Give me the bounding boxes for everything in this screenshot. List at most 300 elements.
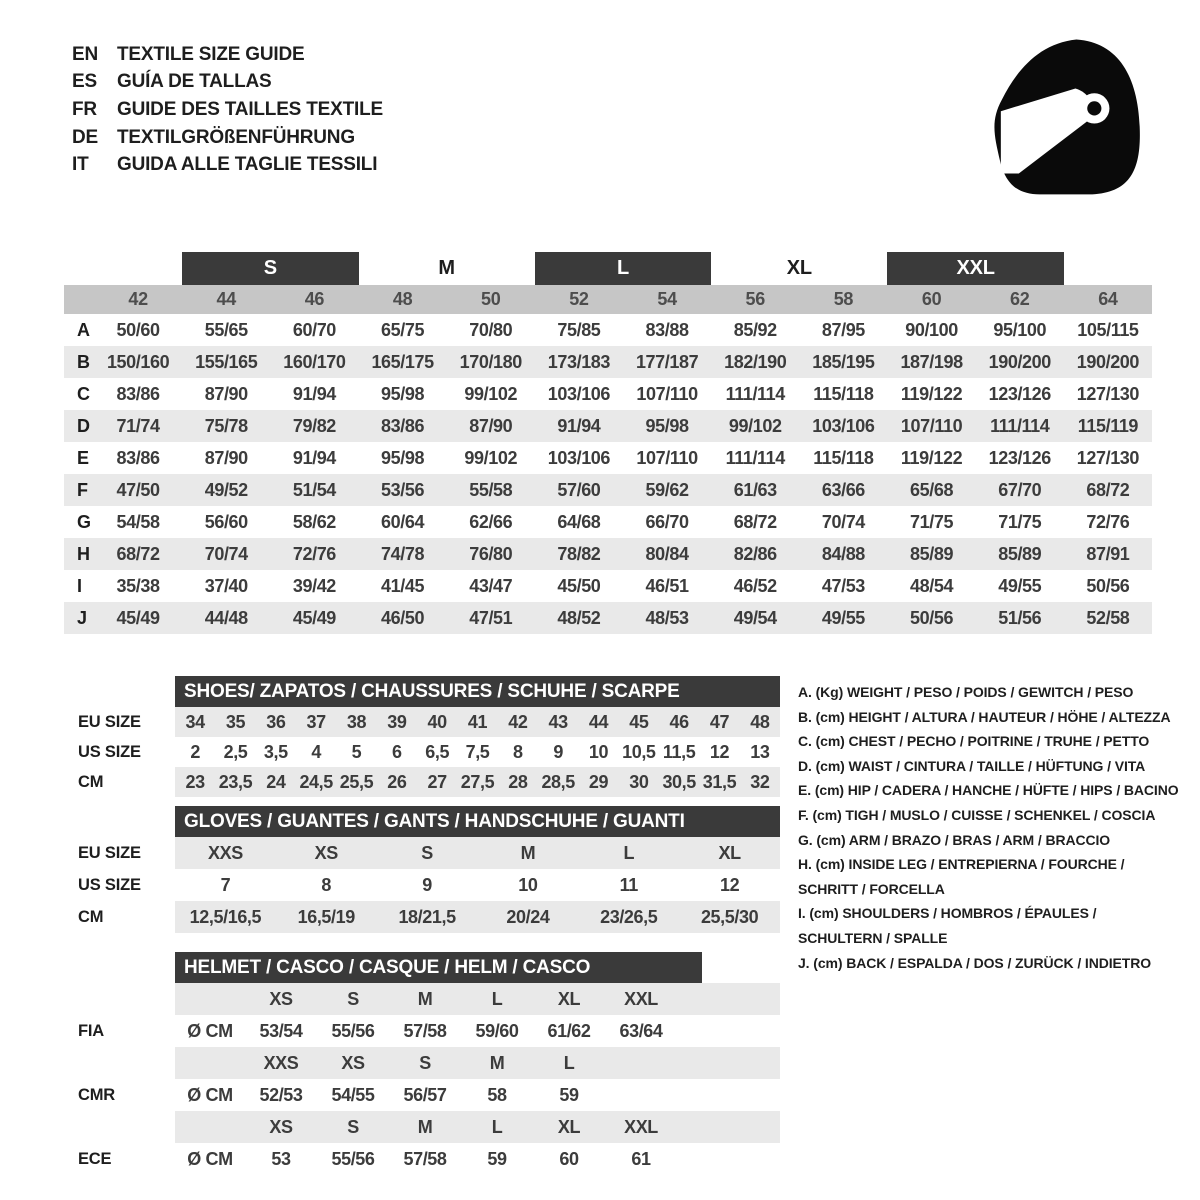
- size-group-m: M: [438, 257, 455, 279]
- size-label: L: [491, 988, 503, 1009]
- size-value: 46/52: [733, 575, 777, 596]
- size-value: 30,5: [662, 771, 696, 792]
- helmet-values: [175, 1111, 780, 1143]
- language-row: [72, 41, 383, 69]
- language-row: [72, 69, 383, 97]
- size-value: 28: [508, 771, 528, 792]
- row-label: CM: [78, 907, 104, 926]
- size-value: 39/42: [292, 575, 336, 596]
- size-value: 74/78: [381, 543, 425, 564]
- size-value: 9: [553, 741, 563, 762]
- size-group-xl: XL: [786, 257, 812, 279]
- size-label: M: [417, 988, 433, 1009]
- gloves-values: [175, 901, 780, 933]
- size-value: 177/187: [635, 351, 699, 372]
- size-value: 105/115: [1077, 319, 1139, 340]
- size-value: 99/102: [464, 447, 518, 468]
- size-value: 7,5: [465, 741, 490, 762]
- row-letter: E: [77, 447, 89, 468]
- shoes-values: [175, 737, 780, 767]
- shoes-section-header: SHOES/ ZAPATOS / CHAUSSURES / SCHUHE / SCARPE: [175, 676, 780, 707]
- legend-item: C. (cm) CHEST / PECHO / POITRINE / TRUHE / PETTO: [798, 733, 1150, 750]
- size-value: 41: [467, 711, 488, 732]
- size-value: 115/118: [813, 447, 874, 468]
- size-column-62: 62: [1010, 289, 1030, 309]
- shoes-row: [64, 767, 780, 797]
- racing-helmet-icon: [978, 30, 1154, 200]
- language-code: DE: [72, 126, 98, 148]
- size-value: 87/91: [1086, 543, 1130, 564]
- size-value: 68/72: [733, 511, 777, 532]
- size-value: 107/110: [636, 383, 698, 404]
- helmet-standard-row-fia: [64, 1015, 780, 1047]
- size-value: 173/183: [547, 351, 611, 372]
- guide-title: TEXTILGRÖßENFÜHRUNG: [117, 126, 355, 148]
- size-label: S: [347, 988, 359, 1009]
- size-value: 85/89: [910, 543, 954, 564]
- size-value: 70/74: [204, 543, 248, 564]
- size-value: 51/56: [998, 607, 1042, 628]
- size-value: 13: [750, 741, 770, 762]
- row-letter: J: [77, 607, 87, 628]
- size-value: 50/56: [1086, 575, 1130, 596]
- measurement-row-j: [64, 602, 1152, 634]
- size-value: 71/75: [910, 511, 954, 532]
- size-value: 46/50: [381, 607, 425, 628]
- size-value: 155/165: [195, 351, 258, 372]
- size-value: 49/55: [998, 575, 1042, 596]
- gloves-row: [64, 869, 780, 901]
- size-value: 58: [487, 1084, 507, 1105]
- row-letter: F: [77, 479, 88, 500]
- language-title-list: [72, 41, 383, 179]
- size-value: 103/106: [547, 383, 611, 404]
- size-value: 60: [559, 1148, 579, 1169]
- size-value: 8: [321, 874, 332, 895]
- measurement-row-e: [64, 442, 1152, 474]
- size-value: 165/175: [371, 351, 434, 372]
- row-letter: I: [77, 575, 82, 596]
- size-column-54: 54: [657, 289, 677, 309]
- size-value: 42: [508, 711, 528, 732]
- size-value: 150/160: [106, 351, 170, 372]
- size-value: 119/122: [900, 383, 963, 404]
- size-value: 47/50: [116, 479, 160, 500]
- size-value: 57/58: [403, 1020, 447, 1041]
- shoes-values: [175, 767, 780, 797]
- guide-title: GUÍA DE TALLAS: [117, 71, 272, 93]
- measurement-row-h: [64, 538, 1152, 570]
- size-value: S: [421, 842, 433, 863]
- size-value: 49/54: [733, 607, 777, 628]
- size-value: 26: [387, 771, 407, 792]
- size-value: 78/82: [557, 543, 601, 564]
- size-value: 27,5: [460, 771, 495, 792]
- helmet-sizes-row: [64, 983, 780, 1015]
- size-value: 87/90: [204, 383, 248, 404]
- size-value: 8: [513, 741, 523, 762]
- size-value: 6: [392, 741, 402, 762]
- measurement-row-b: [64, 346, 1152, 378]
- shoes-size-table: [64, 676, 780, 797]
- row-label: US SIZE: [78, 742, 141, 761]
- gloves-values: [175, 837, 780, 869]
- size-value: 11: [619, 874, 638, 895]
- row-letter: H: [77, 543, 90, 564]
- legend-item: G. (cm) ARM / BRAZO / BRAS / ARM / BRACCIO: [798, 831, 1111, 848]
- guide-title: TEXTILE SIZE GUIDE: [117, 43, 305, 65]
- size-value: 62/66: [469, 511, 513, 532]
- size-value: 38: [346, 711, 367, 732]
- size-group-xxl: XXL: [887, 252, 1063, 285]
- size-value: 83/86: [116, 383, 160, 404]
- size-value: 70/80: [469, 319, 513, 340]
- size-value: 23: [185, 771, 205, 792]
- size-value: 35/38: [116, 575, 160, 596]
- size-value: 53: [271, 1148, 291, 1169]
- size-value: M: [520, 842, 536, 863]
- size-label: S: [419, 1052, 431, 1073]
- standard-label: ECE: [78, 1149, 112, 1168]
- size-value: 107/110: [636, 447, 698, 468]
- row-letter: A: [77, 319, 90, 340]
- measurement-row-d: [64, 410, 1152, 442]
- language-code: IT: [72, 154, 89, 176]
- size-value: 187/198: [900, 351, 963, 372]
- size-value: 12,5/16,5: [189, 906, 262, 927]
- legend-item: A. (Kg) WEIGHT / PESO / POIDS / GEWITCH / PESO: [798, 684, 1134, 700]
- size-label: M: [417, 1116, 433, 1137]
- size-value: 48/52: [557, 607, 601, 628]
- size-value: 36: [266, 711, 286, 732]
- size-value: L: [623, 842, 635, 863]
- size-value: 67/70: [998, 479, 1042, 500]
- size-value: 160/170: [283, 351, 346, 372]
- size-label: XS: [269, 1116, 293, 1137]
- helmet-sizes-row: [64, 1047, 780, 1079]
- size-column-50: 50: [481, 289, 501, 309]
- legend-item: J. (cm) BACK / ESPALDA / DOS / ZURÜCK / INDIETRO: [798, 954, 1152, 971]
- size-value: 127/130: [1076, 447, 1140, 468]
- size-value: 43: [548, 711, 568, 732]
- size-value: 107/110: [900, 415, 963, 436]
- size-value: 68/72: [1086, 479, 1130, 500]
- size-value: 55/56: [331, 1148, 375, 1169]
- size-label: XL: [557, 1116, 581, 1137]
- size-group-l: L: [535, 252, 711, 285]
- legend-item: B. (cm) HEIGHT / ALTURA / HAUTEUR / HÖHE / ALTEZZA: [798, 708, 1171, 725]
- size-value: 59/62: [645, 479, 689, 500]
- size-value: 48: [750, 711, 770, 732]
- size-value: 31,5: [702, 771, 737, 792]
- size-column-44: 44: [216, 289, 236, 309]
- measurement-legend: [798, 680, 1198, 975]
- size-value: 28,5: [541, 771, 575, 792]
- size-value: 111/114: [725, 447, 785, 468]
- helmet-size-table: [64, 952, 780, 1175]
- size-value: 83/86: [381, 415, 425, 436]
- size-number-row: [64, 285, 1152, 314]
- size-value: 27: [427, 771, 447, 792]
- size-value: 39: [387, 711, 407, 732]
- size-value: 127/130: [1076, 383, 1140, 404]
- size-value: 99/102: [728, 415, 782, 436]
- size-value: 30: [629, 771, 649, 792]
- row-label: US SIZE: [78, 875, 141, 894]
- size-value: 95/98: [645, 415, 689, 436]
- size-label: XXL: [624, 1116, 658, 1137]
- size-value: 51/54: [292, 479, 336, 500]
- guide-title: GUIDA ALLE TAGLIE TESSILI: [117, 154, 378, 176]
- size-label: XXS: [263, 1052, 299, 1073]
- size-value: 32: [750, 771, 770, 792]
- helmet-section-header: HELMET / CASCO / CASQUE / HELM / CASCO: [175, 952, 702, 983]
- gloves-values: [175, 869, 780, 901]
- size-value: 60/64: [381, 511, 425, 532]
- size-value: 55/65: [204, 319, 248, 340]
- size-value: 119/122: [900, 447, 963, 468]
- size-value: 53/54: [259, 1020, 303, 1041]
- size-value: 75/85: [557, 319, 601, 340]
- size-value: 10,5: [622, 741, 656, 762]
- measurement-row-a: [64, 314, 1152, 346]
- size-value: 111/114: [725, 383, 785, 404]
- size-value: 91/94: [292, 383, 336, 404]
- size-value: 63/64: [619, 1020, 663, 1041]
- size-value: 170/180: [459, 351, 522, 372]
- size-value: 12: [719, 874, 740, 895]
- language-row: [72, 151, 383, 179]
- gloves-size-table: [64, 806, 780, 933]
- size-value: 83/86: [116, 447, 160, 468]
- measurement-row-i: [64, 570, 1152, 602]
- legend-item: F. (cm) TIGH / MUSLO / CUISSE / SCHENKEL / COSCIA: [798, 806, 1156, 823]
- legend-item: I. (cm) SHOULDERS / HOMBROS / ÉPAULES /: [798, 905, 1097, 922]
- size-value: 23,5: [218, 771, 253, 792]
- size-label: XS: [269, 988, 293, 1009]
- size-value: 3,5: [263, 741, 288, 762]
- size-group-s: S: [182, 252, 358, 285]
- size-value: 44: [588, 711, 609, 732]
- size-value: 59: [487, 1148, 507, 1169]
- size-value: 40: [427, 711, 447, 732]
- diameter-unit: Ø CM: [187, 1084, 233, 1105]
- size-value: 75/78: [204, 415, 248, 436]
- size-value: 10: [588, 741, 609, 762]
- size-label: L: [563, 1052, 575, 1073]
- size-value: 71/75: [998, 511, 1042, 532]
- size-value: 46/51: [645, 575, 689, 596]
- size-value: XL: [718, 842, 741, 863]
- measurement-row-g: [64, 506, 1152, 538]
- size-column-60: 60: [921, 289, 942, 309]
- size-value: 2,5: [223, 741, 248, 762]
- size-value: 10: [518, 874, 538, 895]
- size-value: 65/75: [381, 319, 425, 340]
- row-label: EU SIZE: [78, 712, 141, 731]
- size-value: 57/60: [557, 479, 601, 500]
- legend-item-continued: SCHULTERN / SPALLE: [798, 929, 948, 946]
- size-value: 45/49: [292, 607, 336, 628]
- size-value: 84/88: [821, 543, 865, 564]
- row-letter: D: [77, 415, 90, 436]
- legend-item-continued: SCHRITT / FORCELLA: [798, 880, 945, 897]
- helmet-values: [175, 1015, 780, 1047]
- size-value: XS: [314, 842, 338, 863]
- measurement-row-f: [64, 474, 1152, 506]
- size-value: 52/53: [259, 1084, 303, 1105]
- guide-title: GUIDE DES TAILLES TEXTILE: [117, 98, 383, 120]
- size-value: 16,5/19: [297, 906, 355, 927]
- size-value: 35: [225, 711, 246, 732]
- shoes-row: [64, 707, 780, 737]
- size-value: 185/195: [812, 351, 875, 372]
- size-value: 53/56: [381, 479, 425, 500]
- size-value: 6,5: [425, 741, 450, 762]
- legend-item: H. (cm) INSIDE LEG / ENTREPIERNA / FOURCHE /: [798, 856, 1125, 873]
- size-value: 87/95: [821, 319, 865, 340]
- size-value: 54/58: [116, 511, 160, 532]
- size-value: 64/68: [557, 511, 601, 532]
- size-value: 123/126: [988, 383, 1051, 404]
- size-value: 90/100: [905, 319, 958, 340]
- size-value: 56/57: [403, 1084, 447, 1105]
- size-value: 56/60: [204, 511, 248, 532]
- size-label: S: [347, 1116, 359, 1137]
- size-value: 41/45: [381, 575, 425, 596]
- size-label: XL: [557, 988, 581, 1009]
- row-label: CM: [78, 772, 104, 791]
- size-value: 95/98: [381, 383, 425, 404]
- size-value: 25,5: [339, 771, 374, 792]
- size-value: 48/53: [645, 607, 689, 628]
- size-value: 60/70: [292, 319, 336, 340]
- size-value: 37/40: [204, 575, 248, 596]
- size-label: L: [491, 1116, 503, 1137]
- language-code: FR: [72, 98, 97, 120]
- size-value: 91/94: [292, 447, 336, 468]
- size-value: 50/56: [910, 607, 954, 628]
- size-value: 2: [190, 741, 200, 762]
- language-row: [72, 124, 383, 152]
- size-value: 65/68: [910, 479, 954, 500]
- size-value: 85/92: [733, 319, 777, 340]
- helmet-standard-row-cmr: [64, 1079, 780, 1111]
- size-value: 63/66: [821, 479, 865, 500]
- measurement-row-c: [64, 378, 1152, 410]
- size-value: 99/102: [464, 383, 518, 404]
- size-value: 55/56: [331, 1020, 375, 1041]
- row-letter: C: [77, 383, 90, 404]
- size-value: 23/26,5: [600, 906, 658, 927]
- size-value: 70/74: [821, 511, 865, 532]
- size-value: 47/51: [469, 607, 513, 628]
- size-value: 43/47: [469, 575, 513, 596]
- size-value: 18/21,5: [398, 906, 456, 927]
- shoes-values: [175, 707, 780, 737]
- size-value: 34: [185, 711, 205, 732]
- size-value: 9: [422, 874, 432, 895]
- size-column-56: 56: [745, 289, 765, 309]
- diameter-unit: Ø CM: [187, 1148, 233, 1169]
- size-value: 57/58: [403, 1148, 447, 1169]
- size-value: 72/76: [292, 543, 336, 564]
- size-value: 25,5/30: [700, 906, 759, 927]
- row-letter: G: [77, 511, 91, 532]
- size-value: 80/84: [645, 543, 689, 564]
- gloves-row: [64, 837, 780, 869]
- size-value: 49/52: [204, 479, 248, 500]
- size-value: 83/88: [645, 319, 689, 340]
- size-value: 45: [629, 711, 649, 732]
- size-value: 111/114: [990, 415, 1050, 436]
- helmet-standard-row-ece: [64, 1143, 780, 1175]
- size-value: 45/49: [116, 607, 160, 628]
- size-value: 48/54: [910, 575, 954, 596]
- size-value: 87/90: [204, 447, 248, 468]
- shoes-row: [64, 737, 780, 767]
- size-value: 11,5: [662, 741, 696, 762]
- size-column-58: 58: [833, 289, 854, 309]
- size-value: 76/80: [469, 543, 513, 564]
- helmet-values: [175, 1143, 780, 1175]
- size-column-46: 46: [304, 289, 325, 309]
- size-value: 29: [588, 771, 609, 792]
- language-code: EN: [72, 43, 98, 65]
- gloves-row: [64, 901, 780, 933]
- size-value: 115/118: [813, 383, 874, 404]
- row-label: EU SIZE: [78, 843, 141, 862]
- size-value: 24: [266, 771, 286, 792]
- size-label: XS: [341, 1052, 365, 1073]
- size-label: XXL: [624, 988, 658, 1009]
- size-value: 44/48: [204, 607, 248, 628]
- size-value: 61/63: [733, 479, 777, 500]
- size-value: 7: [220, 874, 231, 895]
- measurement-rows: [64, 314, 1152, 634]
- standard-label: FIA: [78, 1021, 104, 1040]
- size-value: 12: [709, 741, 730, 762]
- size-value: 72/76: [1086, 511, 1130, 532]
- size-value: 50/60: [116, 319, 160, 340]
- size-value: 79/82: [292, 415, 336, 436]
- size-value: 61/62: [547, 1020, 591, 1041]
- size-value: 45/50: [557, 575, 601, 596]
- size-value: 91/94: [557, 415, 601, 436]
- textile-size-table: [64, 252, 1152, 634]
- legend-item: E. (cm) HIP / CADERA / HANCHE / HÜFTE / HIPS / BACINO: [798, 782, 1179, 799]
- diameter-unit: Ø CM: [187, 1020, 233, 1041]
- legend-item: D. (cm) WAIST / CINTURA / TAILLE / HÜFTUNG / VITA: [798, 757, 1146, 774]
- size-value: 123/126: [988, 447, 1051, 468]
- row-letter: B: [77, 351, 90, 372]
- size-group-row: [64, 252, 1152, 285]
- helmet-values: [175, 1047, 780, 1079]
- size-value: 115/119: [1077, 415, 1139, 436]
- standard-label: CMR: [78, 1085, 115, 1104]
- size-value: 59: [559, 1084, 579, 1105]
- size-value: 82/86: [733, 543, 777, 564]
- size-value: 182/190: [724, 351, 787, 372]
- size-value: 47: [709, 711, 730, 732]
- size-value: 190/200: [1076, 351, 1140, 372]
- language-code: ES: [72, 71, 97, 93]
- size-value: 61: [631, 1148, 651, 1169]
- helmet-values: [175, 983, 780, 1015]
- size-column-42: 42: [128, 289, 148, 309]
- size-value: 59/60: [475, 1020, 519, 1041]
- size-value: 49/55: [821, 607, 865, 628]
